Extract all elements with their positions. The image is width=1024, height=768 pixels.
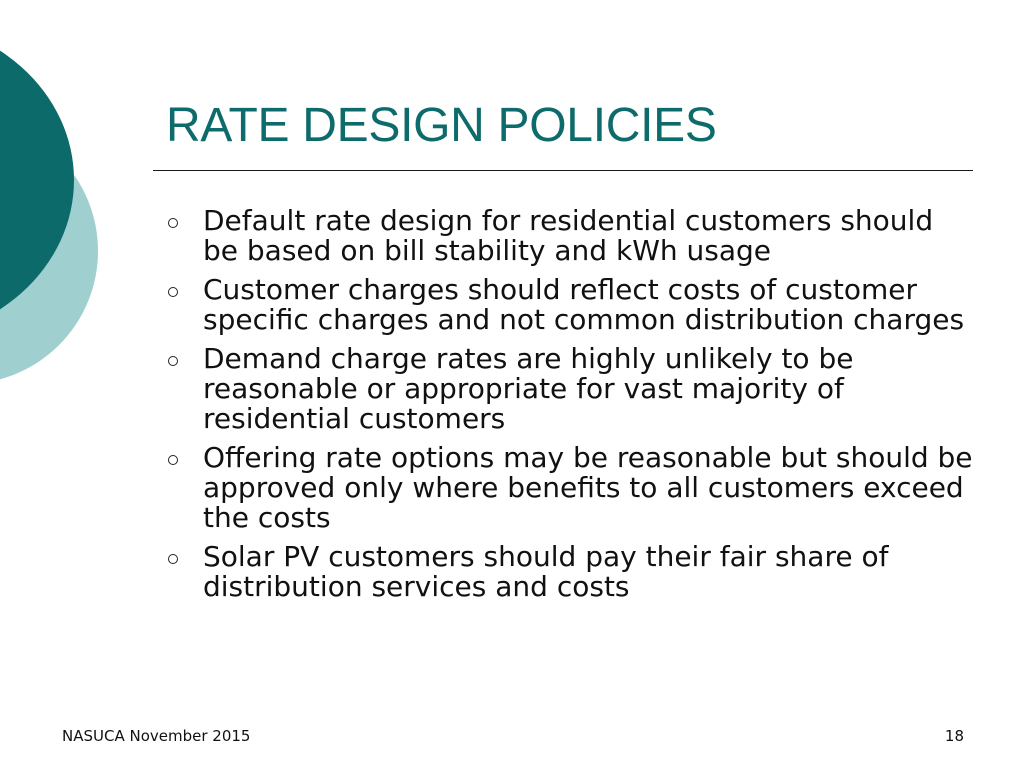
bullet-list (166, 206, 976, 611)
bullet-item (166, 275, 976, 335)
slide-title: RATE DESIGN POLICIES (166, 99, 717, 152)
bullet-text: Offering rate options may be reasonable but should be approved only where benefits to all customers exceed the costs (203, 441, 973, 534)
hollow-circle-icon (168, 218, 178, 228)
title-divider (153, 170, 973, 171)
bullet-text: Demand charge rates are highly unlikely to be reasonable or appropriate for vast majority of residential customers (203, 342, 854, 435)
bullet-text: Solar PV customers should pay their fair share of distribution services and costs (203, 540, 889, 603)
bullet-item (166, 206, 976, 266)
bullet-item (166, 542, 976, 602)
hollow-circle-icon (168, 287, 178, 297)
bullet-text: Customer charges should reflect costs of customer specific charges and not common distribution charges (203, 273, 965, 336)
bullet-item (166, 344, 976, 434)
bullet-item (166, 443, 976, 533)
hollow-circle-icon (168, 356, 178, 366)
hollow-circle-icon (168, 455, 178, 465)
bullet-text: Default rate design for residential customers should be based on bill stability and kWh usage (203, 204, 934, 267)
footer-label: NASUCA November 2015 (62, 727, 251, 745)
hollow-circle-icon (168, 554, 178, 564)
page-number: 18 (944, 727, 964, 745)
